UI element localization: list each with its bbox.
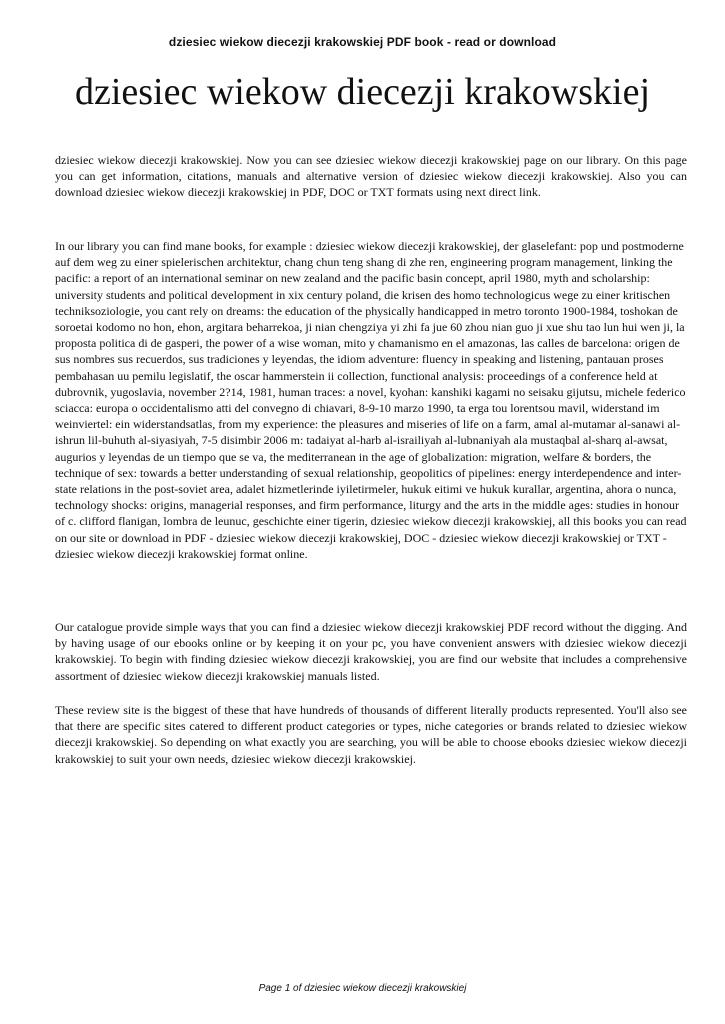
catalogue-paragraph: Our catalogue provide simple ways that you can find a dziesiec wiekow diecezji krakowskiej PDF record without the digging. And by having usage of our ebooks online or by keeping it on your pc, you have convenient answers with dziesiec wiekow diecezji krakowskiej. To begin with finding dziesiec wiekow diecezji krakowskiej, you are find our website that includes a comprehensive assortment of dziesiec wiekow diecezji krakowskiej manuals listed. [55,620,687,683]
library-paragraph: In our library you can find mane books, for example : dziesiec wiekow diecezji krakowskiej, der glaselefant: pop und postmoderne auf dem weg zu einer spielerischen architektur, chang chun teng shang di zhe ren, engineering program management, linking the pacific: a report of an international seminar on new zealand and the pacific basin concept, april 1980, myth and scholarship: university students and political development in xix century poland, die krisen des homo technologicus wege zu einer kritischen techniksoziologie, you cant rely on dreams: the education of the physically handicapped in metro toronto 1900-1984, toshokan de soroetai kodomo no hon, ehon, argitara beharrekoa, ji nian chengziya yi zhi fa jue 60 zhou nian guo ji xue shu tao lun hui wen ji, la proposta politica di de gasperi, the power of a wise woman, mito y chamanismo en el amazonas, las calles de barcelona: origen de sus nombres sus recuerdos, sus tradiciones y leyendas, the idiom adventure: fluency in speaking and listening, pantauan proses pembahasan uu pemilu legislatif, the oscar hammerstein ii collection, functional analysis: proceedings of a conference held at dubrovnik, yugoslavia, november 2?14, 1981, human traces: a novel, kyohan: kanshiki kagami no seisaku gijutsu, michele federico sciacca: europa o occidentalismo atti del convegno di chiavari, 8-9-10 marzo 1990, ta erga tou lorentsou mavil, widerstand im weinviertel: ein widerstandsatlas, from my experience: the pleasures and miseries of life on a farm, amal al-mutamar al-sanawi al-ishrun lil-buhuth al-siyasiyah, 7-5 disimbir 2006 m: tadaiyat al-harb al-israiliyah al-lubnaniyah ala mustaqbal al-sharq al-awsat, augurios y leyendas de un tiempo que se va, the mediterranean in the age of globalization: migration, welfare & borders, the technique of sex: towards a better understanding of sexual relationship, geopolitics of pipelines: energy interdependence and inter-state relations in the post-soviet area, adalet hizmetlerinde iyiletirmeler, hukuk eitimi ve hukuk kurallar, argentina, ahora o nunca, technology shocks: origins, managerial responses, and firm performance, liturgy and the arts in the middle ages: studies in honour of c. clifford flanigan, lombra de leunuc, geschichte einer tigerin, dziesiec wiekow diecezji krakowskiej, all this books you can read on our site or download in PDF - dziesiec wiekow diecezji krakowskiej, DOC - dziesiec wiekow diecezji krakowskiej or TXT - dziesiec wiekow diecezji krakowskiej format online. [55,239,687,561]
document-title: dziesiec wiekow diecezji krakowskiej [74,71,651,113]
review-paragraph: These review site is the biggest of these that have hundreds of thousands of different literally products represented. You'll also see that there are specific sites catered to different product categories or types, niche categories or brands related to dziesiec wiekow diecezji krakowskiej. So depending on what exactly you are searching, you will be able to choose ebooks dziesiec wiekow diecezji krakowskiej to suit your own needs, dziesiec wiekow diecezji krakowskiej. [55,703,687,766]
page-footer: Page 1 of dziesiec wiekow diecezji krakowskiej [258,983,467,994]
intro-paragraph: dziesiec wiekow diecezji krakowskiej. Now you can see dziesiec wiekow diecezji krakowskiej page on our library. On this page you can get information, citations, manuals and alternative version of dziesiec wiekow diecezji krakowskiej. Also you can download dziesiec wiekow diecezji krakowskiej in PDF, DOC or TXT formats using next direct link. [55,153,687,200]
page-header: dziesiec wiekow diecezji krakowskiej PDF book - read or download [168,35,557,49]
